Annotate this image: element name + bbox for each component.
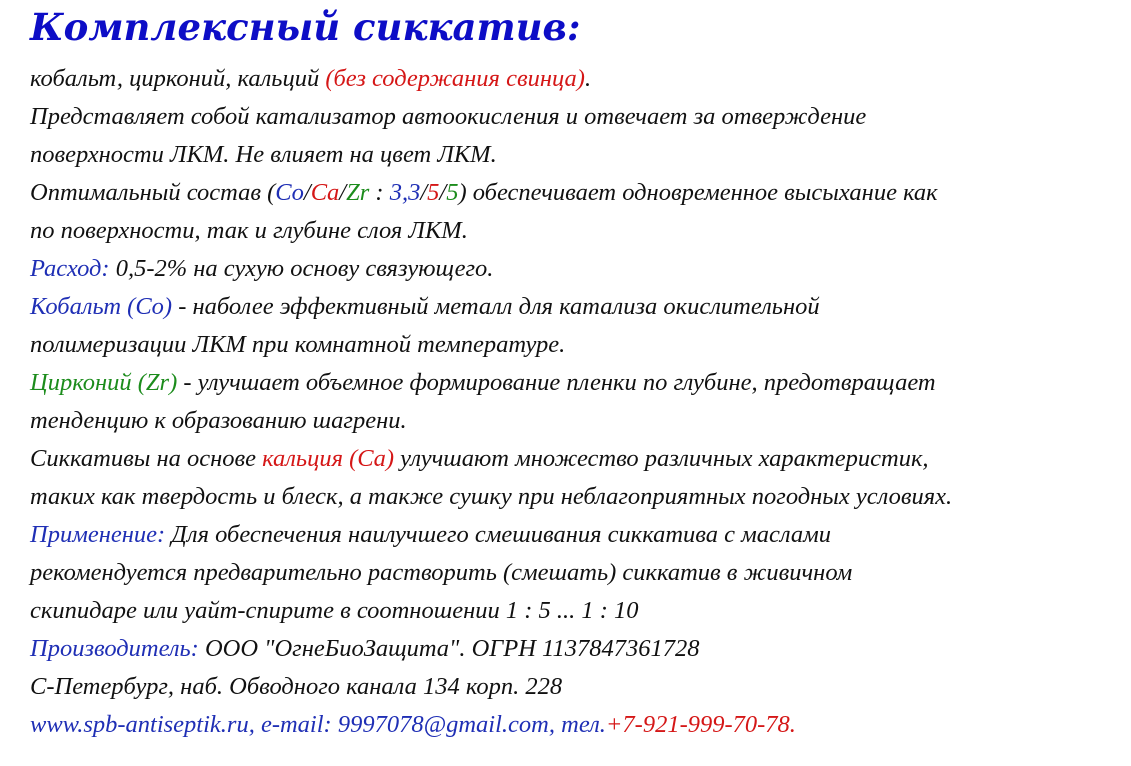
calcium-before: Сиккативы на основе xyxy=(30,445,263,472)
composition-line xyxy=(30,174,1125,212)
usage-line-3: скипидаре или уайт-спирите в соотношении 1 : 5 ... 1 : 10 xyxy=(30,597,639,624)
manufacturer-text: ООО "ОгнеБиоЗащита". ОГРН 1137847361728 xyxy=(198,635,700,662)
composition-slash: / xyxy=(420,179,428,206)
calcium-line-2: таких как твердость и блеск, а также сушку при неблагоприятных погодных условиях. xyxy=(30,483,953,510)
metals-text: кобальт, цирконий, кальций xyxy=(30,65,326,92)
composition-slash: / xyxy=(339,179,347,206)
manufacturer-label: Производитель: xyxy=(30,635,199,662)
usage-text: Для обеспечения наилучшего смешивания сиккатива с маслами xyxy=(165,521,832,548)
consumption-line xyxy=(30,250,1125,288)
cobalt-label: Кобальт (Co) xyxy=(30,293,173,320)
zirconium-label: Цирконий (Zr) xyxy=(30,369,178,396)
calcium-after: улучшают множество различных характеристик, xyxy=(394,445,929,472)
composition-value-co: 3,3 xyxy=(389,179,421,206)
manufacturer-line xyxy=(30,630,1125,668)
cobalt-line xyxy=(30,288,1125,326)
address-line: С-Петербург, наб. Обводного канала 134 корп. 228 xyxy=(30,673,563,700)
composition-colon: : xyxy=(369,179,390,206)
composition-slash: / xyxy=(439,179,447,206)
consumption-text: 0,5-2% на сухую основу связующего. xyxy=(109,255,494,282)
phone-label: тел. xyxy=(561,711,606,738)
composition-suffix: обеспечивает одновременное высыхание как xyxy=(466,179,938,206)
composition-zr: Zr xyxy=(346,179,370,206)
composition-value-ca: 5 xyxy=(427,179,440,206)
zirconium-text: - улучшает объемное формирование пленки по глубине, предотвращает xyxy=(177,369,936,396)
phone-number[interactable]: +7-921-999-70-78. xyxy=(605,711,796,738)
lead-free-note: (без содержания свинца) xyxy=(325,65,585,92)
calcium-line xyxy=(30,440,1125,478)
consumption-label: Расход: xyxy=(30,255,110,282)
cobalt-line-2: полимеризации ЛКМ при комнатной температуре. xyxy=(30,331,566,358)
document-body xyxy=(30,60,1125,744)
intro-period: . xyxy=(584,65,592,92)
website-link[interactable]: www.spb-antiseptik.ru xyxy=(30,711,249,738)
contacts-comma: , xyxy=(548,711,562,738)
composition-line-2: по поверхности, так и глубине слоя ЛКМ. xyxy=(30,217,468,244)
composition-slash: / xyxy=(303,179,311,206)
composition-value-zr: 5 xyxy=(446,179,459,206)
contacts-separator: , xyxy=(248,711,261,738)
description-line-2: поверхности ЛКМ. Не влияет на цвет ЛКМ. xyxy=(30,141,497,168)
composition-prefix: Оптимальный состав ( xyxy=(30,179,276,206)
composition-co: Co xyxy=(275,179,304,206)
usage-line-2: рекомендуется предварительно растворить (смешать) сиккатив в живичном xyxy=(30,559,853,586)
zirconium-line xyxy=(30,364,1125,402)
usage-line xyxy=(30,516,1125,554)
cobalt-text: - наболее эффективный металл для катализа окислительной xyxy=(172,293,820,320)
email-label: e-mail: xyxy=(260,711,338,738)
composition-close: ) xyxy=(458,179,467,206)
contacts-line xyxy=(30,706,1125,744)
page-title: Комплексный сиккатив: xyxy=(30,5,581,49)
calcium-label: кальция (Ca) xyxy=(262,445,394,472)
composition-ca: Ca xyxy=(310,179,340,206)
zirconium-line-2: тенденцию к образованию шагрени. xyxy=(30,407,407,434)
usage-label: Применение: xyxy=(30,521,166,548)
description-line-1: Представляет собой катализатор автоокисления и отвечает за отверждение xyxy=(30,103,867,130)
intro-line xyxy=(30,60,1125,98)
email-link[interactable]: 9997078@gmail.com xyxy=(337,711,549,738)
